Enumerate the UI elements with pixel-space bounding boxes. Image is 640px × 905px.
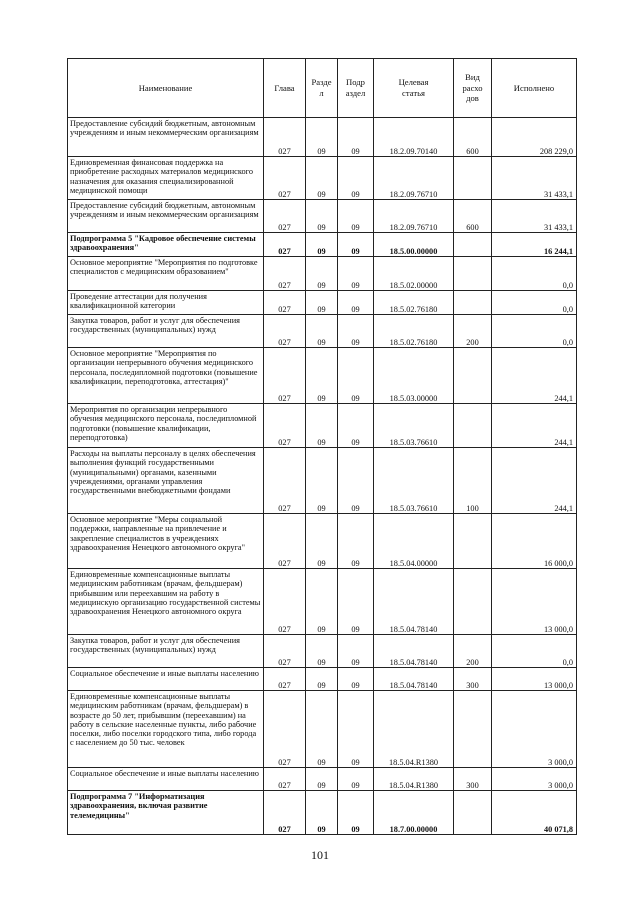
row-vid-cell [454, 404, 492, 448]
row-name-cell: Социальное обеспечение и иные выплаты населению [68, 768, 264, 791]
row-vid-cell: 600 [454, 200, 492, 233]
row-glava-cell: 027 [264, 448, 306, 514]
row-amount-cell: 244,1 [492, 448, 577, 514]
row-vid-cell: 300 [454, 668, 492, 691]
row-name-cell: Предоставление субсидий бюджетным, автономным учреждениям и иным некоммерческим организациям [68, 200, 264, 233]
row-statya-cell: 18.2.09.76710 [374, 200, 454, 233]
table-row [68, 200, 577, 233]
row-razdel-cell: 09 [306, 635, 338, 668]
table-body [68, 118, 577, 835]
row-amount-cell: 208 229,0 [492, 118, 577, 157]
row-vid-cell [454, 791, 492, 835]
row-vid-cell [454, 157, 492, 200]
page-number: 101 [311, 848, 329, 862]
row-name-cell: Предоставление субсидий бюджетным, автономным учреждениям и иным некоммерческим организациям [68, 118, 264, 157]
row-razdel-cell: 09 [306, 691, 338, 768]
row-glava-cell: 027 [264, 257, 306, 291]
col-header-statya: Целевая статья [374, 59, 454, 118]
table-row [68, 315, 577, 348]
row-glava-cell: 027 [264, 348, 306, 404]
row-name-cell: Расходы на выплаты персоналу в целях обеспечения выполнения функций государственными (муниципальными) органами, казенными учреждениями, органами управления государственными внебюджетными фондами [68, 448, 264, 514]
table-row [68, 257, 577, 291]
row-vid-cell: 600 [454, 118, 492, 157]
row-statya-cell: 18.2.09.76710 [374, 157, 454, 200]
row-podrazdel-cell: 09 [338, 514, 374, 569]
row-podrazdel-cell: 09 [338, 768, 374, 791]
row-vid-cell [454, 514, 492, 569]
budget-execution-table [67, 58, 577, 835]
row-name-cell: Единовременная финансовая поддержка на приобретение расходных материалов медицинского назначения для оказания специализированной медицинской помощи [68, 157, 264, 200]
row-podrazdel-cell: 09 [338, 291, 374, 315]
row-amount-cell: 0,0 [492, 315, 577, 348]
table-row [68, 233, 577, 257]
row-razdel-cell: 09 [306, 233, 338, 257]
row-amount-cell: 40 071,8 [492, 791, 577, 835]
row-amount-cell: 0,0 [492, 257, 577, 291]
row-amount-cell: 0,0 [492, 635, 577, 668]
row-glava-cell: 027 [264, 514, 306, 569]
row-statya-cell: 18.5.02.76180 [374, 315, 454, 348]
row-razdel-cell: 09 [306, 404, 338, 448]
row-amount-cell: 31 433,1 [492, 157, 577, 200]
row-podrazdel-cell: 09 [338, 668, 374, 691]
row-amount-cell: 0,0 [492, 291, 577, 315]
table-row [68, 691, 577, 768]
table-row [68, 514, 577, 569]
row-statya-cell: 18.2.09.70140 [374, 118, 454, 157]
row-amount-cell: 31 433,1 [492, 200, 577, 233]
col-header-razdel: Разде л [306, 59, 338, 118]
row-statya-cell: 18.5.04.R1380 [374, 691, 454, 768]
row-vid-cell: 200 [454, 315, 492, 348]
row-statya-cell: 18.5.03.00000 [374, 348, 454, 404]
row-podrazdel-cell: 09 [338, 691, 374, 768]
table-row [68, 404, 577, 448]
row-razdel-cell: 09 [306, 157, 338, 200]
row-glava-cell: 027 [264, 691, 306, 768]
row-amount-cell: 3 000,0 [492, 691, 577, 768]
row-podrazdel-cell: 09 [338, 448, 374, 514]
row-glava-cell: 027 [264, 768, 306, 791]
row-podrazdel-cell: 09 [338, 257, 374, 291]
row-amount-cell: 13 000,0 [492, 569, 577, 635]
row-podrazdel-cell: 09 [338, 404, 374, 448]
row-razdel-cell: 09 [306, 569, 338, 635]
row-razdel-cell: 09 [306, 668, 338, 691]
row-statya-cell: 18.5.02.00000 [374, 257, 454, 291]
row-name-cell: Закупка товаров, работ и услуг для обеспечения государственных (муниципальных) нужд [68, 635, 264, 668]
row-vid-cell: 200 [454, 635, 492, 668]
table-row [68, 348, 577, 404]
col-header-glava: Глава [264, 59, 306, 118]
row-name-cell: Проведение аттестации для получения квалификационной категории [68, 291, 264, 315]
row-podrazdel-cell: 09 [338, 315, 374, 348]
row-amount-cell: 16 244,1 [492, 233, 577, 257]
row-amount-cell: 244,1 [492, 348, 577, 404]
row-vid-cell: 100 [454, 448, 492, 514]
row-podrazdel-cell: 09 [338, 569, 374, 635]
col-header-vid: Вид расхо дов [454, 59, 492, 118]
row-amount-cell: 3 000,0 [492, 768, 577, 791]
row-statya-cell: 18.5.04.78140 [374, 635, 454, 668]
table-row [68, 118, 577, 157]
col-header-name: Наименование [68, 59, 264, 118]
row-amount-cell: 244,1 [492, 404, 577, 448]
row-name-cell: Основное мероприятие "Меры социальной поддержки, направленные на привлечение и закрепление специалистов в учреждениях здравоохранения Ненецкого автономного округа" [68, 514, 264, 569]
row-vid-cell [454, 291, 492, 315]
row-glava-cell: 027 [264, 291, 306, 315]
row-name-cell: Подпрограмма 5 "Кадровое обеспечение системы здравоохранения" [68, 233, 264, 257]
table-row [68, 791, 577, 835]
row-glava-cell: 027 [264, 315, 306, 348]
row-razdel-cell: 09 [306, 348, 338, 404]
row-razdel-cell: 09 [306, 514, 338, 569]
row-name-cell: Закупка товаров, работ и услуг для обеспечения государственных (муниципальных) нужд [68, 315, 264, 348]
row-name-cell: Единовременные компенсационные выплаты медицинским работникам (врачам, фельдшерам) в возрасте до 50 лет, прибывшим (переехавшим) на работу в сельские населенные пункты, либо рабочие поселки, либо поселки городского типа, либо города с населением до 50 тыс. человек [68, 691, 264, 768]
table-row [68, 668, 577, 691]
row-razdel-cell: 09 [306, 768, 338, 791]
row-podrazdel-cell: 09 [338, 157, 374, 200]
row-vid-cell [454, 569, 492, 635]
row-name-cell: Единовременные компенсационные выплаты медицинским работникам (врачам, фельдшерам) прибывшим или переехавшим на работу в медицинскую организацию государственной системы здравоохранения Ненецкого автономного округа [68, 569, 264, 635]
row-glava-cell: 027 [264, 118, 306, 157]
row-glava-cell: 027 [264, 668, 306, 691]
row-razdel-cell: 09 [306, 200, 338, 233]
row-podrazdel-cell: 09 [338, 791, 374, 835]
col-header-amount: Исполнено [492, 59, 577, 118]
row-razdel-cell: 09 [306, 257, 338, 291]
row-amount-cell: 16 000,0 [492, 514, 577, 569]
row-name-cell: Мероприятия по организации непрерывного обучения медицинского персонала, последипломной подготовки (повышение квалификации, переподготовка) [68, 404, 264, 448]
row-statya-cell: 18.5.04.00000 [374, 514, 454, 569]
row-statya-cell: 18.5.04.R1380 [374, 768, 454, 791]
row-razdel-cell: 09 [306, 315, 338, 348]
row-glava-cell: 027 [264, 233, 306, 257]
row-name-cell: Основное мероприятие "Мероприятия по подготовке специалистов с медицинским образованием" [68, 257, 264, 291]
row-vid-cell: 300 [454, 768, 492, 791]
row-podrazdel-cell: 09 [338, 635, 374, 668]
row-podrazdel-cell: 09 [338, 118, 374, 157]
table-header [68, 59, 577, 118]
row-statya-cell: 18.5.03.76610 [374, 404, 454, 448]
row-name-cell: Подпрограмма 7 "Информатизация здравоохранения, включая развитие телемедицины" [68, 791, 264, 835]
row-glava-cell: 027 [264, 157, 306, 200]
table-row [68, 569, 577, 635]
row-razdel-cell: 09 [306, 291, 338, 315]
table-row [68, 291, 577, 315]
row-amount-cell: 13 000,0 [492, 668, 577, 691]
row-statya-cell: 18.7.00.00000 [374, 791, 454, 835]
header-row [68, 59, 577, 118]
row-glava-cell: 027 [264, 791, 306, 835]
table-row [68, 635, 577, 668]
row-podrazdel-cell: 09 [338, 233, 374, 257]
row-glava-cell: 027 [264, 200, 306, 233]
row-vid-cell [454, 257, 492, 291]
row-glava-cell: 027 [264, 404, 306, 448]
row-name-cell: Социальное обеспечение и иные выплаты населению [68, 668, 264, 691]
table-row [68, 448, 577, 514]
row-statya-cell: 18.5.04.78140 [374, 668, 454, 691]
row-name-cell: Основное мероприятие "Мероприятия по организации непрерывного обучения медицинского персонала, последипломной подготовки (повышение квалификации, переподготовка, аттестация)" [68, 348, 264, 404]
row-statya-cell: 18.5.03.76610 [374, 448, 454, 514]
row-statya-cell: 18.5.00.00000 [374, 233, 454, 257]
col-header-podrazdel: Подр аздел [338, 59, 374, 118]
row-vid-cell [454, 691, 492, 768]
row-vid-cell [454, 233, 492, 257]
row-statya-cell: 18.5.04.78140 [374, 569, 454, 635]
row-razdel-cell: 09 [306, 448, 338, 514]
row-podrazdel-cell: 09 [338, 348, 374, 404]
row-podrazdel-cell: 09 [338, 200, 374, 233]
row-glava-cell: 027 [264, 635, 306, 668]
row-razdel-cell: 09 [306, 118, 338, 157]
row-statya-cell: 18.5.02.76180 [374, 291, 454, 315]
table-row [68, 768, 577, 791]
row-glava-cell: 027 [264, 569, 306, 635]
table-row [68, 157, 577, 200]
row-vid-cell [454, 348, 492, 404]
row-razdel-cell: 09 [306, 791, 338, 835]
